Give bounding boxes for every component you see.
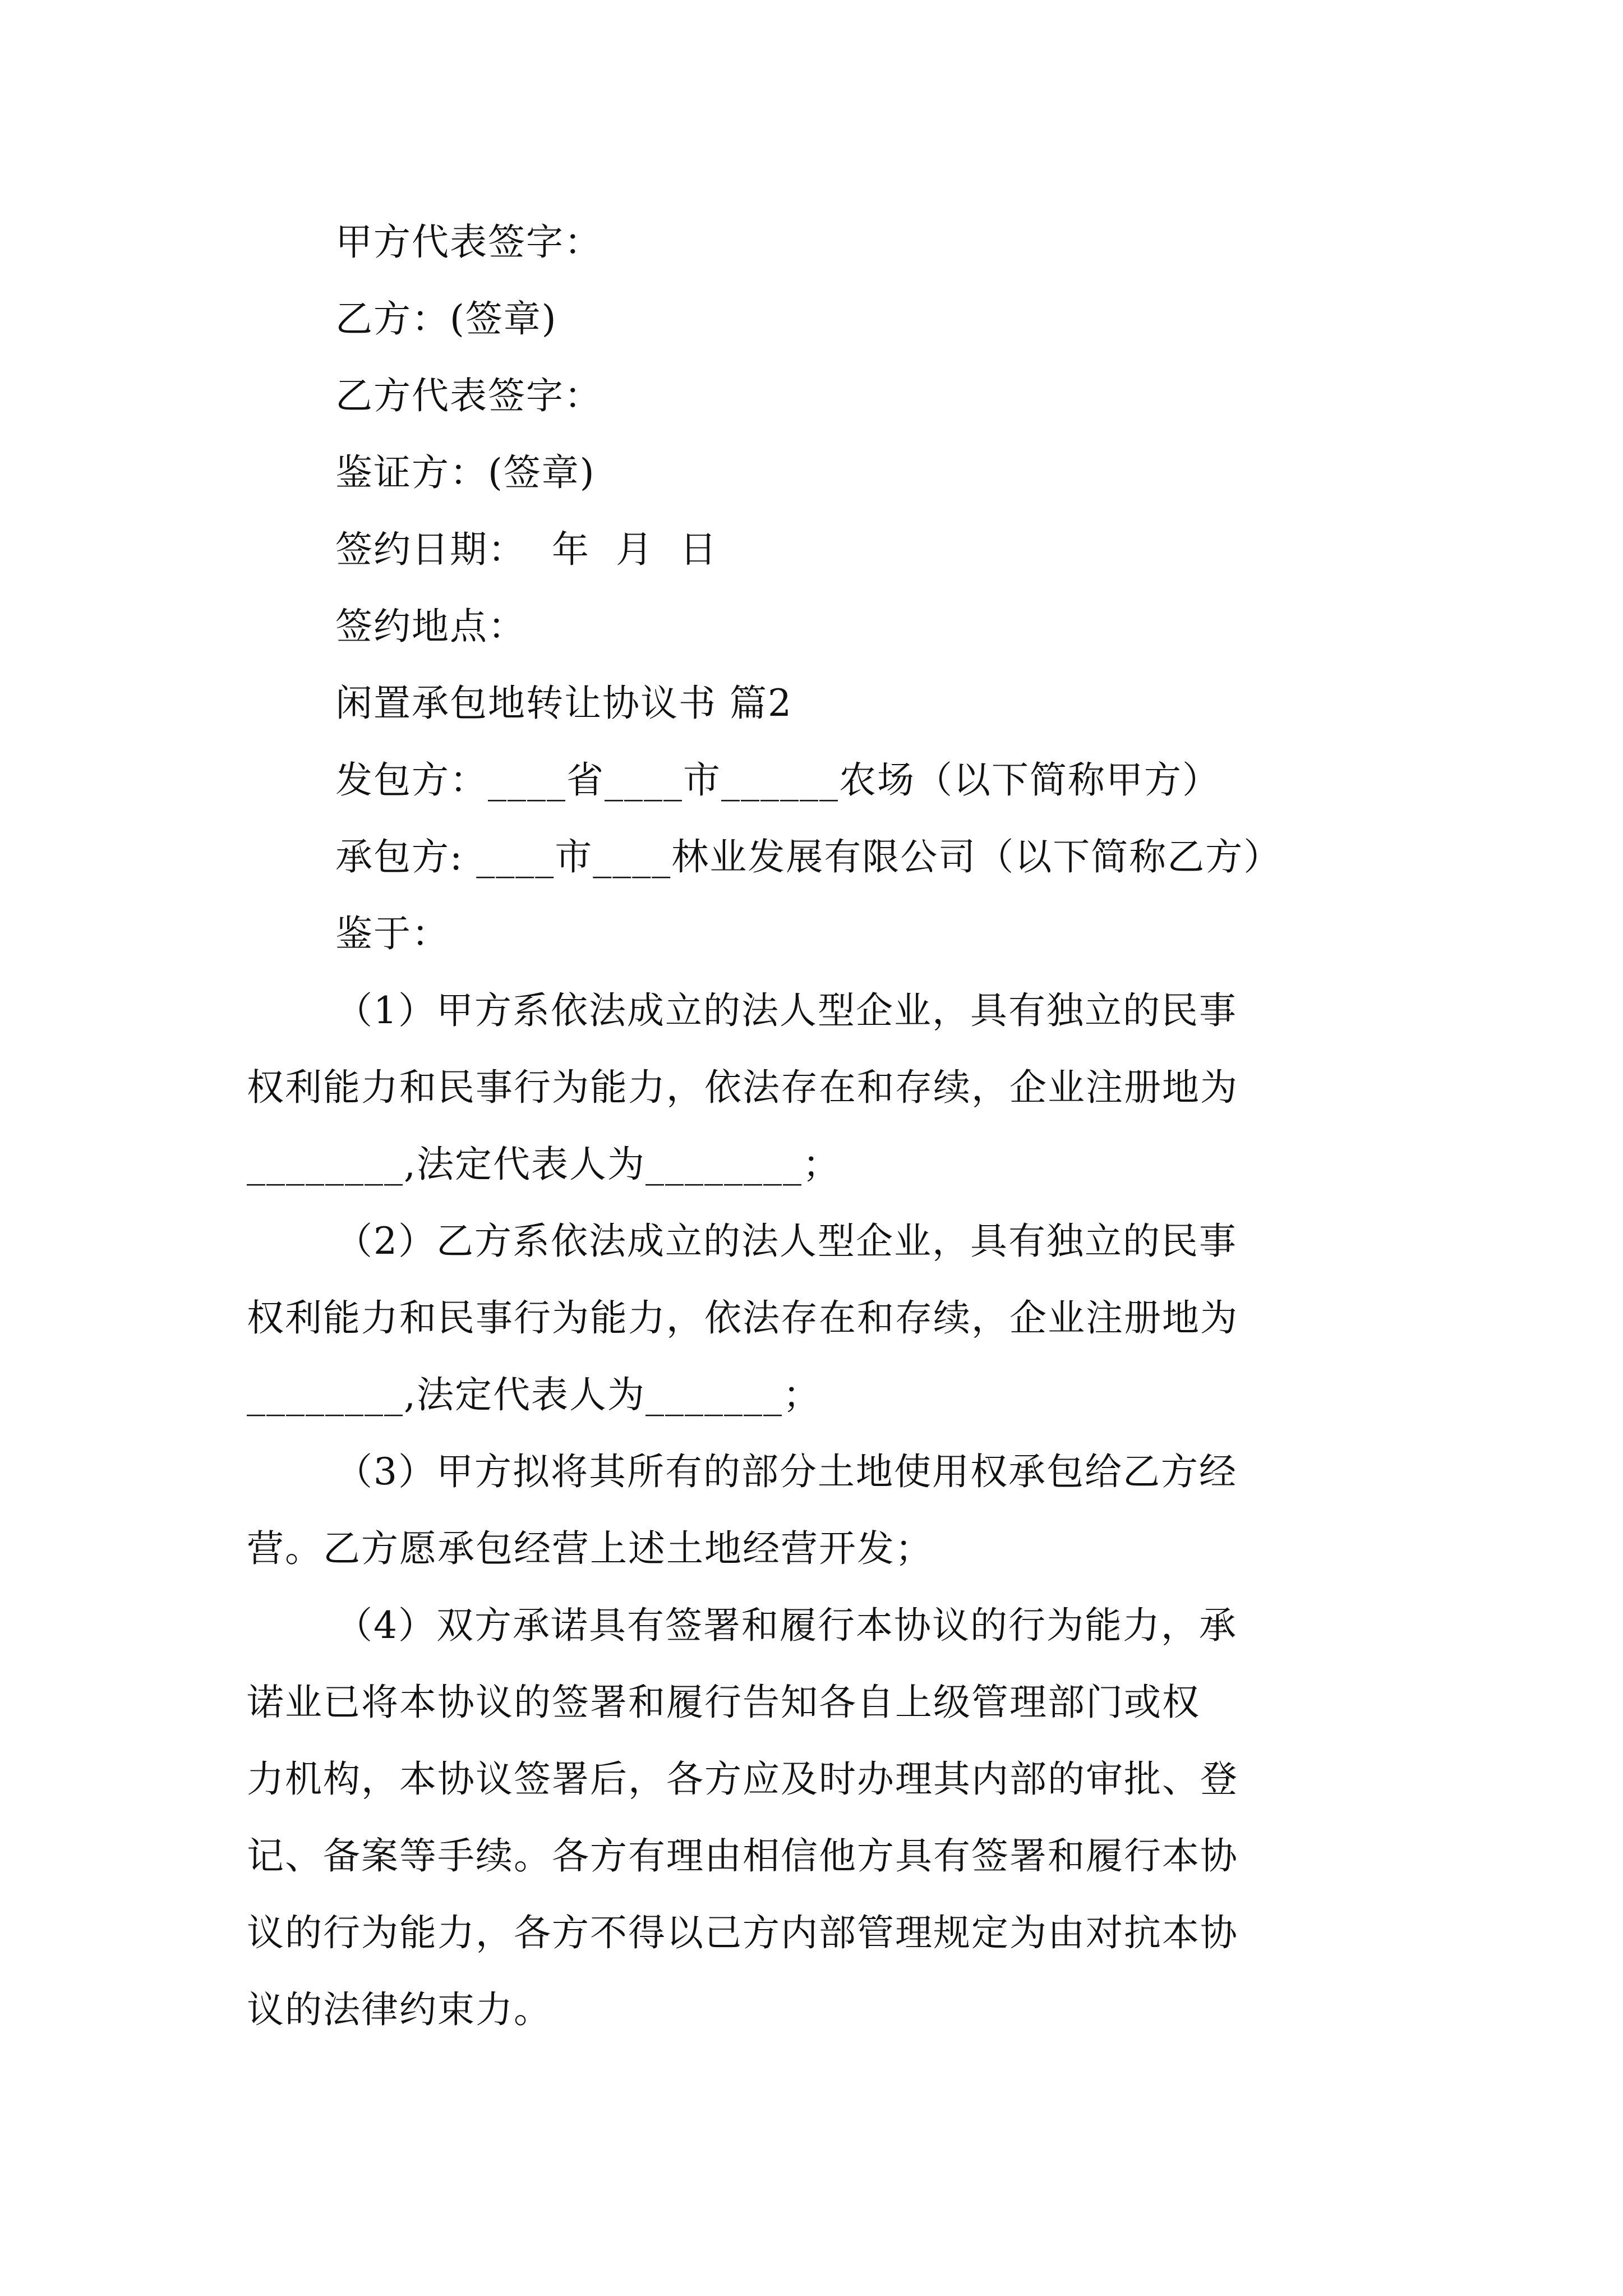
clause-1-line-3: ________,法定代表人为________； (247, 1143, 841, 1186)
section-title: 闲置承包地转让协议书 篇2 (335, 682, 792, 725)
clause-3-line-2: 营。乙方愿承包经营上述土地经营开发； (247, 1527, 933, 1570)
contractor-line: 承包方: ____市____林业发展有限公司（以下简称乙方） (335, 835, 1282, 878)
clause-4-line-6: 议的法律约束力。 (247, 1988, 552, 2031)
party-a-representative-signature-line: 甲方代表签字： (335, 220, 602, 264)
party-b-seal-line: 乙方：(签章) (335, 297, 557, 341)
witness-seal-line: 鉴证方：(签章) (335, 451, 596, 494)
clause-4-line-1: （4）双方承诺具有签署和履行本协议的行为能力，承 (335, 1604, 1237, 1647)
clause-2-line-3: ________,法定代表人为_______； (247, 1373, 821, 1416)
whereas-heading: 鉴于： (335, 912, 450, 955)
signing-date-line: 签约日期： 年 月 日 (335, 528, 718, 571)
clause-4-line-2: 诺业已将本协议的签署和履行告知各自上级管理部门或权 (247, 1681, 1200, 1724)
clause-1-line-1: （1）甲方系依法成立的法人型企业，具有独立的民事 (335, 989, 1237, 1032)
clause-4-line-4: 记、备案等手续。各方有理由相信他方具有签署和履行本协 (247, 1834, 1238, 1878)
party-b-representative-signature-line: 乙方代表签字： (335, 374, 602, 417)
clause-4-line-3: 力机构，本协议签署后，各方应及时办理其内部的审批、登 (247, 1757, 1238, 1801)
clause-1-line-2: 权利能力和民事行为能力，依法存在和存续，企业注册地为 (247, 1066, 1238, 1109)
clause-2-line-1: （2）乙方系依法成立的法人型企业，具有独立的民事 (335, 1220, 1237, 1263)
contract-issuer-line: 发包方：____省____市______农场（以下简称甲方） (335, 758, 1220, 802)
clause-4-line-5: 议的行为能力，各方不得以己方内部管理规定为由对抗本协 (247, 1911, 1238, 1954)
clause-3-line-1: （3）甲方拟将其所有的部分土地使用权承包给乙方经 (335, 1450, 1237, 1493)
clause-2-line-2: 权利能力和民事行为能力，依法存在和存续，企业注册地为 (247, 1296, 1238, 1340)
signing-place-line: 签约地点： (335, 605, 526, 648)
